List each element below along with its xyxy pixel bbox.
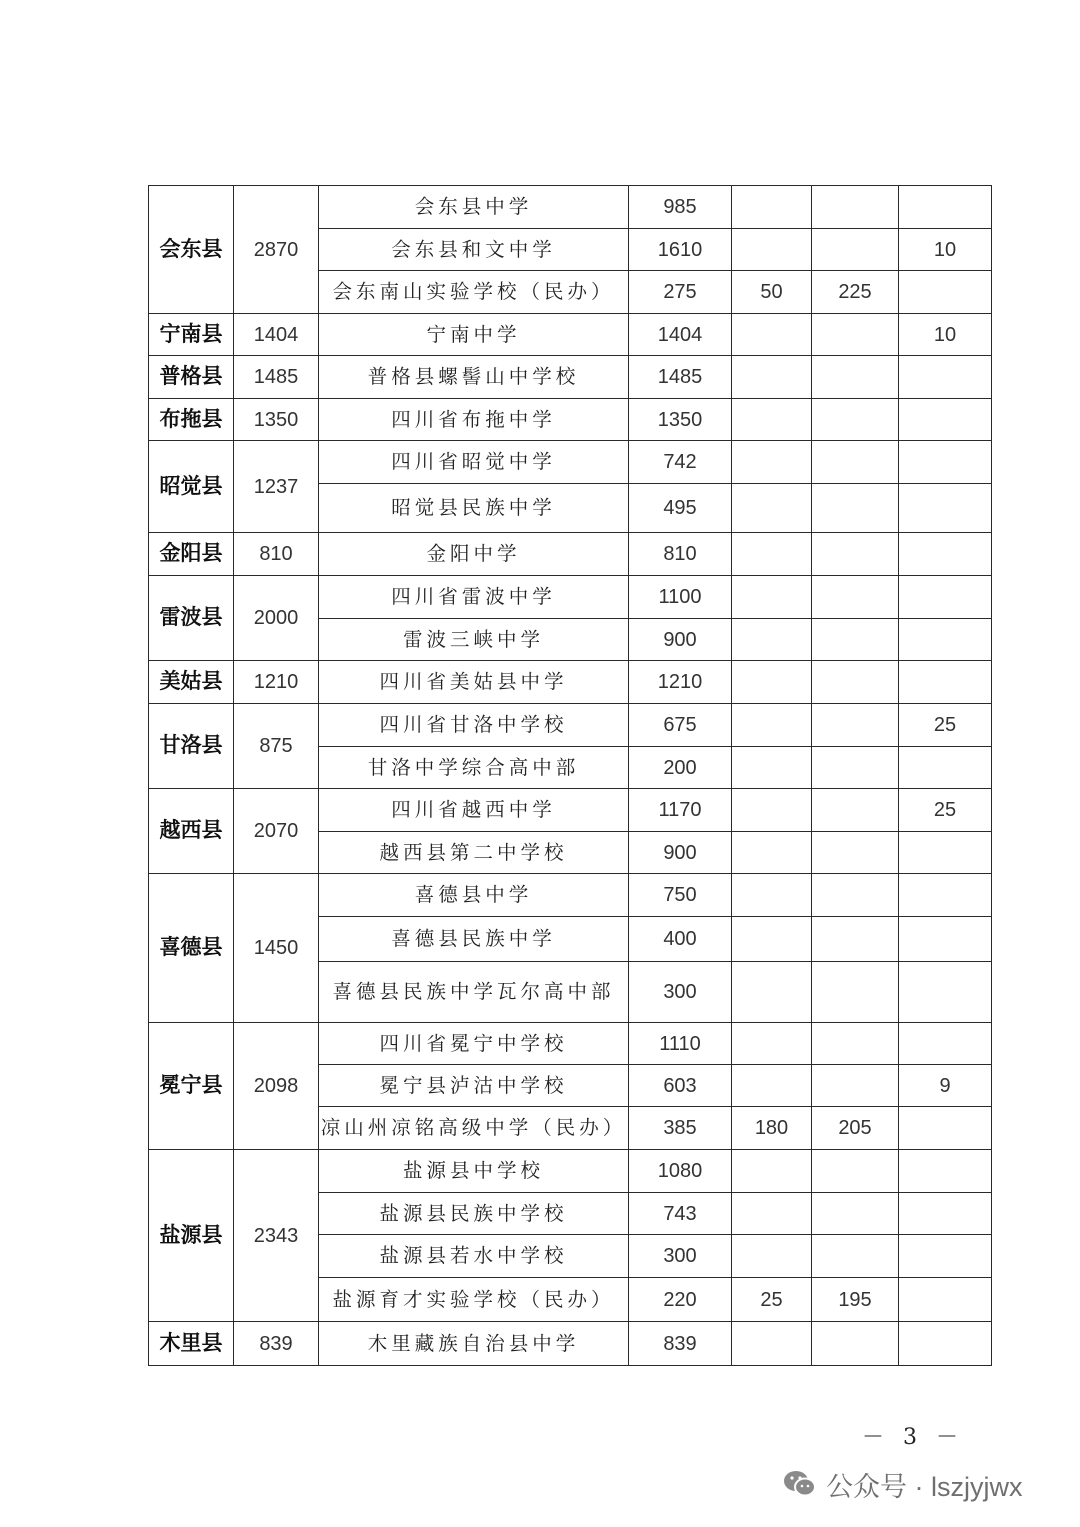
enrollment-cell: 400	[629, 917, 732, 962]
enrollment-cell: 603	[629, 1065, 732, 1107]
extra-col-2-cell	[812, 789, 899, 832]
county-cell: 甘洛县	[149, 704, 234, 789]
extra-col-3-cell	[899, 399, 992, 441]
extra-col-2-cell	[812, 229, 899, 271]
table-row	[149, 356, 992, 399]
enrollment-cell: 675	[629, 704, 732, 747]
school-name-cell: 喜德县民族中学	[319, 917, 629, 962]
table-row	[149, 533, 992, 576]
extra-col-1-cell	[732, 832, 812, 874]
extra-col-1-cell	[732, 747, 812, 789]
school-name-cell: 会东县和文中学	[319, 229, 629, 271]
enrollment-cell: 1210	[629, 661, 732, 704]
extra-col-2-cell	[812, 356, 899, 399]
extra-col-1-cell	[732, 441, 812, 484]
extra-col-2-cell	[812, 1023, 899, 1065]
county-total-cell: 2070	[234, 789, 319, 874]
enrollment-cell: 495	[629, 484, 732, 533]
extra-col-2-cell	[812, 619, 899, 661]
school-name-cell: 昭觉县民族中学	[319, 484, 629, 533]
school-name-cell: 盐源县民族中学校	[319, 1193, 629, 1235]
extra-col-2-cell	[812, 1150, 899, 1193]
county-cell: 盐源县	[149, 1150, 234, 1322]
extra-col-3-cell	[899, 1235, 992, 1278]
extra-col-1-cell: 50	[732, 271, 812, 314]
extra-col-2-cell: 225	[812, 271, 899, 314]
extra-col-2-cell	[812, 484, 899, 533]
enrollment-cell: 1170	[629, 789, 732, 832]
extra-col-2-cell: 205	[812, 1107, 899, 1150]
table-body	[149, 186, 992, 1366]
enrollment-cell: 1100	[629, 576, 732, 619]
enrollment-cell: 220	[629, 1278, 732, 1322]
school-name-cell: 四川省雷波中学	[319, 576, 629, 619]
page-number: － 3 －	[862, 1425, 964, 1450]
extra-col-1-cell	[732, 874, 812, 917]
extra-col-3-cell	[899, 962, 992, 1023]
enrollment-cell: 300	[629, 1235, 732, 1278]
extra-col-3-cell	[899, 1193, 992, 1235]
extra-col-1-cell	[732, 789, 812, 832]
enrollment-cell: 275	[629, 271, 732, 314]
extra-col-1-cell	[732, 962, 812, 1023]
extra-col-2-cell	[812, 186, 899, 229]
county-cell: 金阳县	[149, 533, 234, 576]
extra-col-1-cell	[732, 576, 812, 619]
extra-col-2-cell	[812, 917, 899, 962]
enrollment-cell: 985	[629, 186, 732, 229]
school-name-cell: 会东县中学	[319, 186, 629, 229]
extra-col-3-cell	[899, 271, 992, 314]
extra-col-2-cell	[812, 832, 899, 874]
county-cell: 会东县	[149, 186, 234, 314]
enrollment-cell: 385	[629, 1107, 732, 1150]
extra-col-1-cell	[732, 186, 812, 229]
county-total-cell: 1350	[234, 399, 319, 441]
school-name-cell: 普格县螺髻山中学校	[319, 356, 629, 399]
table-row	[149, 1322, 992, 1366]
county-cell: 宁南县	[149, 314, 234, 356]
county-cell: 普格县	[149, 356, 234, 399]
extra-col-3-cell	[899, 619, 992, 661]
table-row	[149, 874, 992, 917]
extra-col-1-cell	[732, 1065, 812, 1107]
enrollment-cell: 1404	[629, 314, 732, 356]
enrollment-cell: 1110	[629, 1023, 732, 1065]
enrollment-table	[148, 185, 992, 1366]
school-name-cell: 盐源县中学校	[319, 1150, 629, 1193]
enrollment-cell: 900	[629, 619, 732, 661]
enrollment-cell: 1485	[629, 356, 732, 399]
watermark-label: 公众号 · lszjyjwx	[826, 1471, 1023, 1502]
county-total-cell: 2870	[234, 186, 319, 314]
school-name-cell: 四川省布拖中学	[319, 399, 629, 441]
extra-col-3-cell	[899, 1278, 992, 1322]
county-total-cell: 1450	[234, 874, 319, 1023]
school-name-cell: 四川省美姑县中学	[319, 661, 629, 704]
county-total-cell: 1404	[234, 314, 319, 356]
enrollment-cell: 200	[629, 747, 732, 789]
extra-col-3-cell	[899, 917, 992, 962]
extra-col-3-cell	[899, 484, 992, 533]
enrollment-cell: 743	[629, 1193, 732, 1235]
extra-col-3-cell	[899, 832, 992, 874]
table-row	[149, 186, 992, 229]
extra-col-1-cell	[732, 1150, 812, 1193]
extra-col-1-cell	[732, 619, 812, 661]
extra-col-2-cell	[812, 1193, 899, 1235]
county-total-cell: 1485	[234, 356, 319, 399]
table-row	[149, 441, 992, 484]
extra-col-2-cell	[812, 874, 899, 917]
county-total-cell: 839	[234, 1322, 319, 1366]
wechat-icon	[782, 1468, 818, 1500]
extra-col-1-cell: 180	[732, 1107, 812, 1150]
school-name-cell: 雷波三峡中学	[319, 619, 629, 661]
table-row	[149, 399, 992, 441]
county-total-cell: 810	[234, 533, 319, 576]
county-cell: 美姑县	[149, 661, 234, 704]
table-row	[149, 314, 992, 356]
extra-col-2-cell: 195	[812, 1278, 899, 1322]
school-name-cell: 盐源育才实验学校（民办）	[319, 1278, 629, 1322]
extra-col-3-cell	[899, 1322, 992, 1366]
extra-col-3-cell	[899, 874, 992, 917]
school-name-cell: 四川省冕宁中学校	[319, 1023, 629, 1065]
extra-col-2-cell	[812, 1065, 899, 1107]
extra-col-1-cell	[732, 484, 812, 533]
extra-col-2-cell	[812, 399, 899, 441]
extra-col-3-cell: 25	[899, 789, 992, 832]
extra-col-3-cell	[899, 576, 992, 619]
extra-col-2-cell	[812, 1235, 899, 1278]
extra-col-2-cell	[812, 747, 899, 789]
enrollment-cell: 1350	[629, 399, 732, 441]
county-cell: 雷波县	[149, 576, 234, 661]
enrollment-cell: 900	[629, 832, 732, 874]
extra-col-1-cell	[732, 229, 812, 271]
school-name-cell: 冕宁县泸沽中学校	[319, 1065, 629, 1107]
extra-col-3-cell	[899, 356, 992, 399]
extra-col-1-cell	[732, 661, 812, 704]
extra-col-2-cell	[812, 576, 899, 619]
extra-col-3-cell: 9	[899, 1065, 992, 1107]
extra-col-2-cell	[812, 533, 899, 576]
extra-col-1-cell	[732, 917, 812, 962]
table-row	[149, 1150, 992, 1193]
county-cell: 冕宁县	[149, 1023, 234, 1150]
school-name-cell: 凉山州凉铭高级中学（民办）	[319, 1107, 629, 1150]
extra-col-3-cell	[899, 1150, 992, 1193]
extra-col-1-cell	[732, 356, 812, 399]
enrollment-cell: 742	[629, 441, 732, 484]
extra-col-2-cell	[812, 441, 899, 484]
school-name-cell: 喜德县中学	[319, 874, 629, 917]
extra-col-1-cell	[732, 704, 812, 747]
extra-col-3-cell	[899, 441, 992, 484]
table-row	[149, 1023, 992, 1065]
school-name-cell: 越西县第二中学校	[319, 832, 629, 874]
extra-col-1-cell	[732, 1235, 812, 1278]
extra-col-3-cell	[899, 661, 992, 704]
extra-col-3-cell: 25	[899, 704, 992, 747]
enrollment-cell: 300	[629, 962, 732, 1023]
county-cell: 昭觉县	[149, 441, 234, 533]
extra-col-2-cell	[812, 1322, 899, 1366]
county-total-cell: 1237	[234, 441, 319, 533]
extra-col-2-cell	[812, 314, 899, 356]
extra-col-1-cell	[732, 1322, 812, 1366]
county-cell: 布拖县	[149, 399, 234, 441]
enrollment-cell: 1080	[629, 1150, 732, 1193]
school-name-cell: 甘洛中学综合高中部	[319, 747, 629, 789]
school-name-cell: 喜德县民族中学瓦尔高中部	[319, 962, 629, 1023]
extra-col-1-cell	[732, 314, 812, 356]
county-total-cell: 875	[234, 704, 319, 789]
table-row	[149, 789, 992, 832]
extra-col-3-cell: 10	[899, 229, 992, 271]
school-name-cell: 盐源县若水中学校	[319, 1235, 629, 1278]
county-total-cell: 2000	[234, 576, 319, 661]
school-name-cell: 四川省越西中学	[319, 789, 629, 832]
enrollment-cell: 839	[629, 1322, 732, 1366]
extra-col-2-cell	[812, 704, 899, 747]
school-name-cell: 金阳中学	[319, 533, 629, 576]
enrollment-cell: 810	[629, 533, 732, 576]
enrollment-cell: 750	[629, 874, 732, 917]
school-name-cell: 四川省昭觉中学	[319, 441, 629, 484]
extra-col-3-cell: 10	[899, 314, 992, 356]
county-cell: 越西县	[149, 789, 234, 874]
extra-col-2-cell	[812, 661, 899, 704]
extra-col-3-cell	[899, 1107, 992, 1150]
extra-col-1-cell	[732, 1193, 812, 1235]
extra-col-1-cell: 25	[732, 1278, 812, 1322]
school-name-cell: 会东南山实验学校（民办）	[319, 271, 629, 314]
extra-col-3-cell	[899, 1023, 992, 1065]
watermark	[782, 1462, 1023, 1506]
school-name-cell: 木里藏族自治县中学	[319, 1322, 629, 1366]
extra-col-1-cell	[732, 1023, 812, 1065]
extra-col-3-cell	[899, 747, 992, 789]
county-cell: 喜德县	[149, 874, 234, 1023]
county-total-cell: 2098	[234, 1023, 319, 1150]
extra-col-3-cell	[899, 186, 992, 229]
table-row	[149, 576, 992, 619]
extra-col-1-cell	[732, 399, 812, 441]
extra-col-2-cell	[812, 962, 899, 1023]
school-name-cell: 四川省甘洛中学校	[319, 704, 629, 747]
table-row	[149, 661, 992, 704]
extra-col-1-cell	[732, 533, 812, 576]
county-cell: 木里县	[149, 1322, 234, 1366]
enrollment-cell: 1610	[629, 229, 732, 271]
county-total-cell: 1210	[234, 661, 319, 704]
extra-col-3-cell	[899, 533, 992, 576]
school-name-cell: 宁南中学	[319, 314, 629, 356]
county-total-cell: 2343	[234, 1150, 319, 1322]
table-row	[149, 704, 992, 747]
